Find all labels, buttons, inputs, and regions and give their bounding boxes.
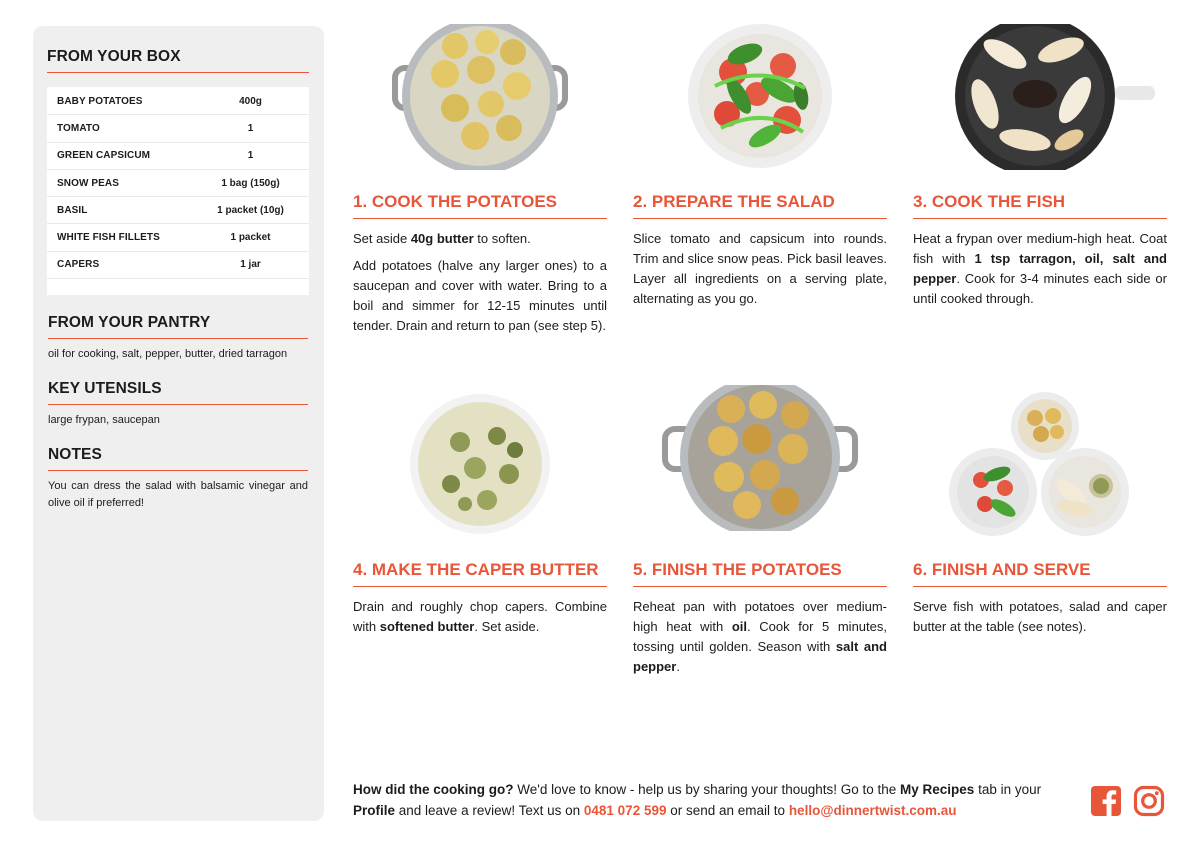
pantry-text: oil for cooking, salt, pepper, butter, dried tarragon xyxy=(48,348,288,360)
step-4-title: 4. MAKE THE CAPER BUTTER xyxy=(353,560,607,587)
step-1 xyxy=(353,24,607,343)
step-text-bold: oil xyxy=(731,619,748,634)
ingredient-name: TOMATO xyxy=(57,122,100,134)
feedback-question: How did the cooking go? xyxy=(353,782,514,797)
step-3-body xyxy=(913,229,1167,309)
step-text-bold: 40g butter xyxy=(410,231,474,246)
key-utensils-title: KEY UTENSILS xyxy=(48,380,308,405)
notes-text: You can dress the salad with balsamic vinegar and olive oil if preferred! xyxy=(48,480,308,509)
table-row xyxy=(47,143,309,170)
my-recipes-tab-link[interactable]: My Recipes xyxy=(900,782,975,797)
step-text: Add potatoes (halve any larger ones) to a saucepan and cover with water. Bring to a boil and simmer for 12-15 minutes until tender. Drain and return to pan (see step 5). xyxy=(353,258,607,333)
sidebar xyxy=(33,26,324,821)
step-1-title: 1. COOK THE POTATOES xyxy=(353,192,607,219)
ingredients-table xyxy=(47,87,309,295)
footer-text: We'd love to know - help us by sharing your thoughts! Go to the xyxy=(513,782,901,797)
step-3-image xyxy=(913,24,1167,170)
step-text: . Cook for 3-4 minutes each side or until cooked through. xyxy=(913,271,1167,306)
step-5-body xyxy=(633,597,887,677)
step-text: to soften. xyxy=(473,231,531,246)
step-text-bold: softened butter xyxy=(379,619,475,634)
ingredient-name: SNOW PEAS xyxy=(57,177,120,189)
instagram-icon[interactable] xyxy=(1133,785,1165,822)
step-5-title: 5. FINISH THE POTATOES xyxy=(633,560,887,587)
ingredient-qty: 400g xyxy=(239,95,262,107)
ingredient-name: BASIL xyxy=(57,204,88,216)
step-5 xyxy=(633,378,887,684)
table-row xyxy=(47,224,309,251)
caper-butter-bowl-photo xyxy=(405,392,555,538)
footer-text: and leave a review! Text us on xyxy=(395,803,584,818)
footer-text: tab in your xyxy=(974,782,1042,797)
step-1-body xyxy=(353,229,607,336)
table-row xyxy=(47,115,309,142)
step-text: Set aside xyxy=(353,231,411,246)
step-5-image xyxy=(633,378,887,538)
step-2-title: 2. PREPARE THE SALAD xyxy=(633,192,887,219)
phone-number-link[interactable]: 0481 072 599 xyxy=(583,803,667,818)
step-6-image xyxy=(913,392,1167,538)
step-2-body xyxy=(633,229,887,309)
ingredient-name: GREEN CAPSICUM xyxy=(57,150,151,162)
step-text: Reheat pan with potatoes over medium-high heat with xyxy=(633,599,887,634)
from-your-box-section xyxy=(47,48,309,295)
ingredient-name: BABY POTATOES xyxy=(57,95,143,107)
frypan-fish-photo xyxy=(925,24,1155,170)
table-row xyxy=(47,170,309,197)
ingredient-name: WHITE FISH FILLETS xyxy=(57,232,160,244)
step-1-image xyxy=(353,24,607,170)
footer-text: or send an email to xyxy=(666,803,789,818)
ingredient-qty: 1 packet (10g) xyxy=(217,204,284,216)
saucepan-golden-potatoes-photo xyxy=(645,385,875,531)
table-row xyxy=(47,88,309,115)
notes-section xyxy=(48,446,308,512)
step-text: Heat a frypan over medium-high heat. Coat fish with xyxy=(913,231,1167,266)
ingredient-qty: 1 packet xyxy=(230,232,271,244)
step-3 xyxy=(913,24,1167,316)
step-2-image xyxy=(633,24,887,170)
ingredient-qty: 1 xyxy=(247,150,254,162)
step-6-body xyxy=(913,597,1167,637)
facebook-icon[interactable] xyxy=(1090,785,1122,822)
step-4-body xyxy=(353,597,607,637)
email-link[interactable]: hello@dinnertwist.com.au xyxy=(788,803,957,818)
step-2 xyxy=(633,24,887,316)
step-text: Drain and roughly chop capers. Combine with xyxy=(353,599,607,634)
step-text: . xyxy=(676,659,680,674)
served-plates-photo xyxy=(945,392,1135,538)
from-your-pantry-title: FROM YOUR PANTRY xyxy=(48,314,308,339)
step-4-image xyxy=(353,392,607,538)
profile-link[interactable]: Profile xyxy=(353,803,396,818)
saucepan-potatoes-photo xyxy=(375,24,585,170)
step-6 xyxy=(913,392,1167,644)
from-your-pantry-section xyxy=(48,314,308,363)
step-4 xyxy=(353,392,607,644)
step-text: Slice tomato and capsicum into rounds. Trim and slice snow peas. Pick basil leaves. Layer all ingredients on a serving plate, alternating as you go. xyxy=(633,231,887,306)
step-3-title: 3. COOK THE FISH xyxy=(913,192,1167,219)
table-row xyxy=(47,197,309,224)
ingredient-qty: 1 xyxy=(247,122,254,134)
ingredient-qty: 1 jar xyxy=(240,259,261,271)
salad-plate-photo xyxy=(685,24,835,170)
step-text: . Cook for 5 minutes, tossing until golden. Season with xyxy=(633,619,887,654)
ingredient-name: CAPERS xyxy=(57,259,100,271)
step-text: . Set aside. xyxy=(474,619,540,634)
key-utensils-section xyxy=(48,380,308,429)
ingredient-qty: 1 bag (150g) xyxy=(221,177,280,189)
table-row xyxy=(47,252,309,279)
from-your-box-title: FROM YOUR BOX xyxy=(47,48,309,73)
notes-title: NOTES xyxy=(48,446,308,471)
feedback-footer xyxy=(353,779,1073,821)
step-text-bold: salt and pepper xyxy=(633,639,887,674)
step-text-bold: 1 tsp tarragon, oil, salt and pepper xyxy=(913,251,1168,286)
step-6-title: 6. FINISH AND SERVE xyxy=(913,560,1167,587)
step-text: Serve fish with potatoes, salad and caper butter at the table (see notes). xyxy=(913,599,1167,634)
utensils-text: large frypan, saucepan xyxy=(48,414,160,426)
